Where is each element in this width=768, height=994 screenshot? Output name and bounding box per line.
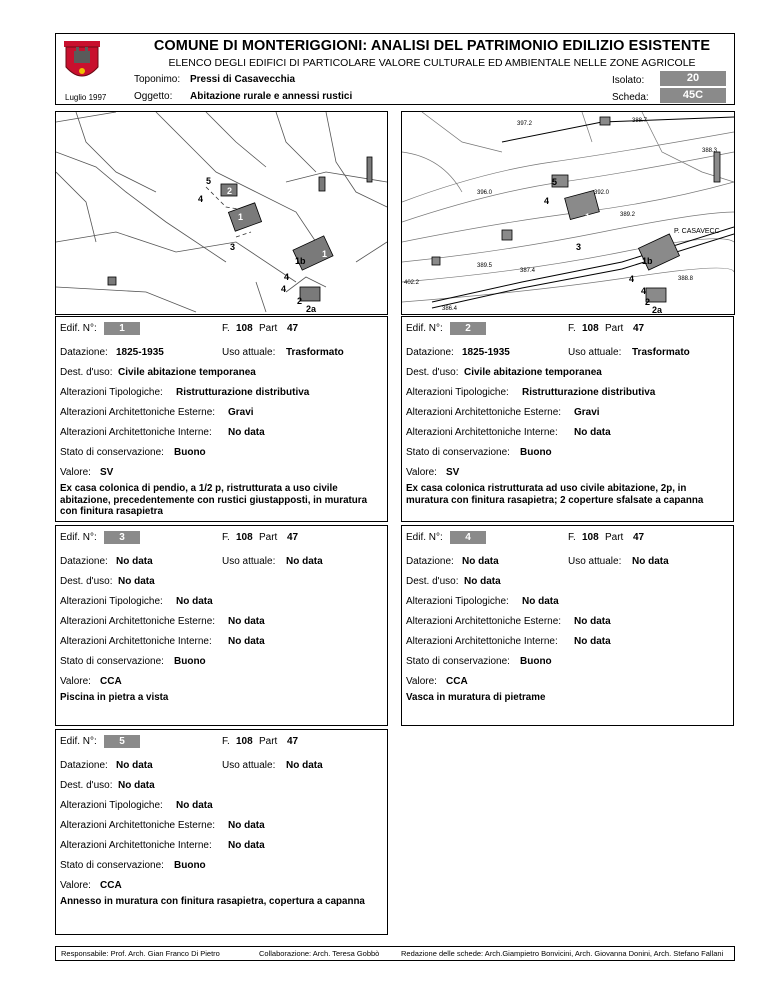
alt-tip-value: No data [522,596,559,607]
isolato-label: Isolato: [612,75,645,86]
building-card [55,729,388,935]
part-value: 47 [633,323,645,334]
foglio-label: F. [568,323,576,334]
alt-est-value: Gravi [228,407,254,418]
dest-label: Dest. d'uso: [60,780,113,791]
elevation: 389.5 [477,263,493,269]
alt-est-value: Gravi [574,407,600,418]
datazione-label: Datazione: [406,556,454,567]
toponimo-value: Pressi di Casavecchia [190,74,296,85]
map-label: 2 [297,296,303,306]
elevation: 388.7 [632,118,648,124]
dest-label: Dest. d'uso: [60,576,113,587]
map-label: 1b [642,256,653,266]
alt-int-value: No data [228,636,265,647]
description: Vasca in muratura di pietrame [406,692,546,703]
description: Ex casa colonica ristrutturata ad uso civile abitazione, 2p, in muratura con finitura rasapietra; 2 coperture sfalsate a capanna [406,483,704,506]
edif-number: 5 [104,735,140,748]
stato-value: Buono [174,860,206,871]
map-label: 1 [238,212,244,222]
edif-label: Edif. N°: [60,736,97,747]
alt-est-label: Alterazioni Architettoniche Esterne: [60,616,216,627]
map-label: 1 [322,249,328,259]
valore-value: CCA [100,676,122,687]
building-card [401,316,734,522]
map-label: 4 [284,272,290,282]
cadastral-map-left [56,112,387,314]
map-label: 4 [641,286,647,296]
valore-value: SV [446,467,460,478]
uso-label: Uso attuale: [222,556,276,567]
datazione-label: Datazione: [60,760,108,771]
alt-int-label: Alterazioni Architettoniche Interne: [406,427,558,438]
map-label: 4 [544,196,550,206]
footer-redazione: Redazione delle schede: Arch.Giampietro Bonvicini, Arch. Giovanna Donini, Arch. Stefano Fallani [401,949,724,958]
alt-tip-label: Alterazioni Tipologiche: [60,596,163,607]
dest-value: Civile abitazione temporanea [464,367,602,378]
stato-value: Buono [520,447,552,458]
stato-label: Stato di conservazione: [60,860,164,871]
foglio-label: F. [222,532,230,543]
alt-int-label: Alterazioni Architettoniche Interne: [60,636,212,647]
stato-value: Buono [174,447,206,458]
elevation: 388.3 [702,148,718,154]
stato-label: Stato di conservazione: [406,447,510,458]
map-label: 1b [295,256,306,266]
elevation: 386.4 [442,306,458,312]
alt-int-label: Alterazioni Architettoniche Interne: [60,840,212,851]
alt-tip-value: No data [176,800,213,811]
foglio-label: F. [568,532,576,543]
elevation: 388.8 [678,276,694,282]
uso-value: Trasformato [286,347,344,358]
elevation: 402.2 [404,280,420,286]
dest-label: Dest. d'uso: [60,367,113,378]
dest-value: No data [118,780,155,791]
stato-value: Buono [520,656,552,667]
page-title: COMUNE DI MONTERIGGIONI: ANALISI DEL PATRIMONIO EDILIZIO ESISTENTE [153,38,711,54]
footer-responsabile: Responsabile: Prof. Arch. Gian Franco Di Pietro [61,949,220,958]
oggetto-label: Oggetto: [134,91,173,102]
map-right [401,111,735,315]
map-label: 2 [645,297,651,307]
datazione-value: 1825-1935 [462,347,510,358]
building-card [55,525,388,726]
footer [55,946,735,961]
alt-est-value: No data [228,820,265,831]
alt-est-label: Alterazioni Architettoniche Esterne: [406,616,562,627]
uso-label: Uso attuale: [222,347,276,358]
map-label: 2 [227,186,233,196]
valore-label: Valore: [60,467,91,478]
stato-value: Buono [174,656,206,667]
alt-int-label: Alterazioni Architettoniche Interne: [60,427,212,438]
part-value: 47 [287,323,299,334]
part-label: Part [605,532,624,543]
map-label: 2a [306,304,317,314]
foglio-value: 108 [582,323,599,334]
alt-tip-value: No data [176,596,213,607]
alt-est-label: Alterazioni Architettoniche Esterne: [60,820,216,831]
edif-number: 2 [450,322,486,335]
alt-tip-value: Ristrutturazione distributiva [522,387,656,398]
uso-label: Uso attuale: [568,347,622,358]
alt-est-value: No data [228,616,265,627]
description: Annesso in muratura con finitura rasapietra, copertura a capanna [60,896,365,907]
part-label: Part [259,736,278,747]
datazione-label: Datazione: [60,347,108,358]
dest-label: Dest. d'uso: [406,367,459,378]
part-label: Part [259,532,278,543]
alt-tip-label: Alterazioni Tipologiche: [406,387,509,398]
datazione-value: No data [116,760,153,771]
date: Luglio 1997 [65,93,107,102]
edif-number: 1 [104,322,140,335]
footer-collaborazione: Collaborazione: Arch. Teresa Gobbò [259,949,380,958]
uso-value: No data [286,556,323,567]
datazione-label: Datazione: [406,347,454,358]
map-label: 4 [198,194,204,204]
foglio-value: 108 [582,532,599,543]
alt-int-value: No data [228,840,265,851]
alt-int-value: No data [228,427,265,438]
elevation: 389.2 [620,212,636,218]
elevation: 397.2 [517,121,533,127]
elevation: 387.4 [520,268,536,274]
foglio-value: 108 [236,532,253,543]
edif-number: 4 [450,531,486,544]
part-value: 47 [287,736,299,747]
uso-label: Uso attuale: [568,556,622,567]
elevation: 396.0 [477,190,493,196]
valore-value: CCA [100,880,122,891]
dest-label: Dest. d'uso: [406,576,459,587]
map-label: 4 [281,284,287,294]
alt-int-label: Alterazioni Architettoniche Interne: [406,636,558,647]
alt-int-value: No data [574,427,611,438]
part-label: Part [259,323,278,334]
datazione-label: Datazione: [60,556,108,567]
map-label: 2 [568,186,574,196]
map-label: 4 [629,274,635,284]
foglio-value: 108 [236,323,253,334]
cadastral-map-right [402,112,734,314]
alt-est-value: No data [574,616,611,627]
datazione-value: 1825-1935 [116,347,164,358]
map-label: 1 [585,212,591,222]
building-card [55,316,388,522]
oggetto-value: Abitazione rurale e annessi rustici [190,91,353,102]
edif-number: 3 [104,531,140,544]
valore-value: SV [100,467,114,478]
scheda-value: 45C [660,88,726,103]
datazione-value: No data [462,556,499,567]
map-label: 5 [552,177,558,187]
dest-value: No data [118,576,155,587]
alt-int-value: No data [574,636,611,647]
uso-value: Trasformato [632,347,690,358]
edif-label: Edif. N°: [60,532,97,543]
map-label: 3 [230,242,236,252]
description: Ex casa colonica di pendio, a 1/2 p, ristrutturata a uso civile abitazione, precedentemente con rustici giustapposti, in muratura con finitura rasapietra [60,483,368,517]
header [55,33,735,105]
stato-label: Stato di conservazione: [60,447,164,458]
map-label: 5 [206,176,212,186]
map-label: 2a [652,305,663,314]
foglio-label: F. [222,323,230,334]
edif-label: Edif. N°: [406,532,443,543]
edif-label: Edif. N°: [406,323,443,334]
alt-est-label: Alterazioni Architettoniche Esterne: [406,407,562,418]
valore-value: CCA [446,676,468,687]
part-value: 47 [633,532,645,543]
alt-tip-label: Alterazioni Tipologiche: [60,800,163,811]
description: Piscina in pietra a vista [60,692,169,703]
stato-label: Stato di conservazione: [60,656,164,667]
coat-of-arms-icon [62,37,102,87]
elevation: 392.0 [594,190,610,196]
isolato-value: 20 [660,71,726,86]
page-subtitle: ELENCO DEGLI EDIFICI DI PARTICOLARE VALORE CULTURALE ED AMBIENTALE NELLE ZONE AGRICOLE [168,57,696,69]
uso-value: No data [286,760,323,771]
edif-label: Edif. N°: [60,323,97,334]
valore-label: Valore: [60,880,91,891]
part-label: Part [605,323,624,334]
building-card [401,525,734,726]
valore-label: Valore: [60,676,91,687]
valore-label: Valore: [406,467,437,478]
uso-label: Uso attuale: [222,760,276,771]
map-label: 3 [576,242,582,252]
scheda-label: Scheda: [612,92,649,103]
datazione-value: No data [116,556,153,567]
place-name: P. CASAVECC [674,228,720,235]
dest-value: Civile abitazione temporanea [118,367,256,378]
alt-tip-label: Alterazioni Tipologiche: [406,596,509,607]
valore-label: Valore: [406,676,437,687]
stato-label: Stato di conservazione: [406,656,510,667]
alt-est-label: Alterazioni Architettoniche Esterne: [60,407,216,418]
alt-tip-label: Alterazioni Tipologiche: [60,387,163,398]
foglio-value: 108 [236,736,253,747]
part-value: 47 [287,532,299,543]
alt-tip-value: Ristrutturazione distributiva [176,387,310,398]
map-left [55,111,388,315]
foglio-label: F. [222,736,230,747]
dest-value: No data [464,576,501,587]
uso-value: No data [632,556,669,567]
toponimo-label: Toponimo: [134,74,181,85]
